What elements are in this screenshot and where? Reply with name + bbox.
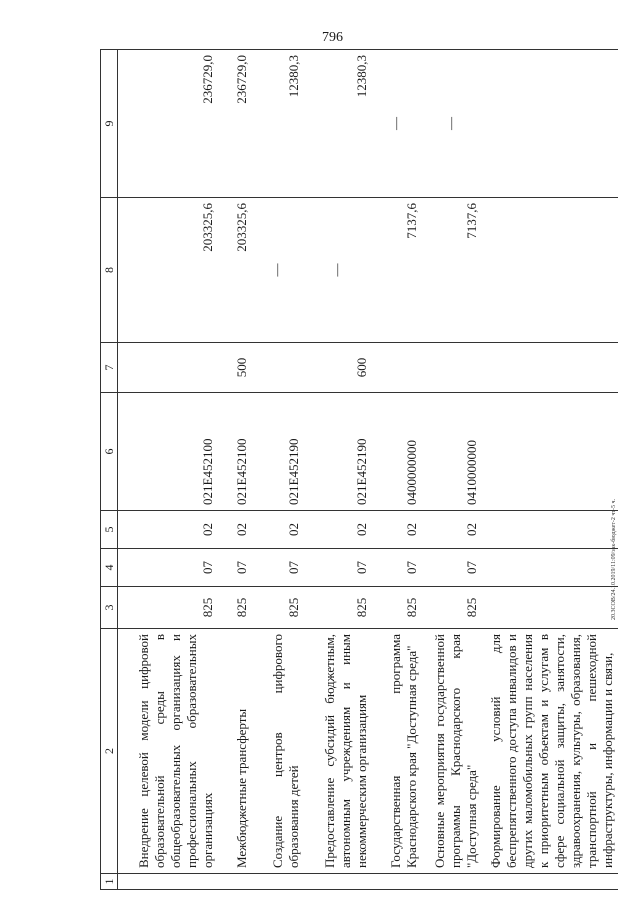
cell-ministry: 825 bbox=[372, 587, 422, 629]
cell-expense-type bbox=[372, 343, 422, 393]
cell-ministry: 825 bbox=[118, 587, 218, 629]
cell-section: 07 bbox=[218, 549, 252, 587]
cell-subsection: 02 bbox=[304, 511, 372, 549]
cell-target-code bbox=[482, 393, 618, 511]
col-header: 3 bbox=[101, 587, 118, 629]
cell-amount-2: — bbox=[372, 50, 422, 198]
cell-target-code: 0400000000 bbox=[372, 393, 422, 511]
cell-subsection: 02 bbox=[118, 511, 218, 549]
table-row bbox=[372, 50, 422, 890]
cell-section: 07 bbox=[304, 549, 372, 587]
cell-amount-2: — bbox=[422, 50, 482, 198]
cell-amount-1: 203325,6 bbox=[218, 198, 252, 343]
table-row bbox=[304, 50, 372, 890]
cell-amount-2 bbox=[482, 50, 618, 198]
cell-subsection: 02 bbox=[372, 511, 422, 549]
col-header: 7 bbox=[101, 343, 118, 393]
col-header: 2 bbox=[101, 629, 118, 874]
table-row bbox=[118, 50, 218, 890]
cell-target-code: 0410000000 bbox=[422, 393, 482, 511]
col-header: 4 bbox=[101, 549, 118, 587]
cell-target-code: 021E452190 bbox=[304, 393, 372, 511]
row-number-cell bbox=[372, 874, 422, 890]
row-name: Внедрение целевой модели цифровой образовательной среды в общеобразовательных организациях и профессиональных образовательных организациях bbox=[118, 629, 218, 874]
cell-expense-type: 500 bbox=[218, 343, 252, 393]
cell-amount-1: — bbox=[304, 198, 372, 343]
table-header-row bbox=[101, 50, 118, 890]
cell-amount-1: — bbox=[252, 198, 304, 343]
cell-amount-1 bbox=[482, 198, 618, 343]
cell-section: 07 bbox=[252, 549, 304, 587]
cell-section: 07 bbox=[422, 549, 482, 587]
row-name: Создание центров цифрового образования детей bbox=[252, 629, 304, 874]
col-header: 9 bbox=[101, 50, 118, 198]
col-header: 5 bbox=[101, 511, 118, 549]
row-number-cell bbox=[252, 874, 304, 890]
table-row bbox=[422, 50, 482, 890]
cell-amount-2: 12380,3 bbox=[252, 50, 304, 198]
row-name: Предоставление субсидий бюджетным, автономным учреждениям и иным некоммерческим организациям bbox=[304, 629, 372, 874]
cell-subsection: 02 bbox=[218, 511, 252, 549]
cell-target-code: 021E452190 bbox=[252, 393, 304, 511]
cell-ministry: 825 bbox=[218, 587, 252, 629]
row-number-cell bbox=[118, 874, 218, 890]
col-header: 8 bbox=[101, 198, 118, 343]
cell-section: 07 bbox=[118, 549, 218, 587]
row-number-cell bbox=[304, 874, 372, 890]
row-name: Формирование условий для беспрепятственного доступа инвалидов и других маломобильных групп населения к приоритетным объектам и услугам в сфере социальной защиты, занятости, здравоохранения, культуры, образования, транспортной и пешеходной инфраструктуры, информации и связи, bbox=[482, 629, 618, 874]
cell-ministry: 825 bbox=[252, 587, 304, 629]
cell-amount-2: 236729,0 bbox=[118, 50, 218, 198]
cell-target-code: 021E452100 bbox=[218, 393, 252, 511]
row-number-cell bbox=[218, 874, 252, 890]
cell-ministry: 825 bbox=[422, 587, 482, 629]
cell-ministry: 825 bbox=[304, 587, 372, 629]
cell-subsection: 02 bbox=[422, 511, 482, 549]
cell-expense-type bbox=[422, 343, 482, 393]
cell-amount-1: 7137,6 bbox=[422, 198, 482, 343]
cell-subsection: 02 bbox=[252, 511, 304, 549]
cell-expense-type bbox=[252, 343, 304, 393]
cell-section: 07 bbox=[372, 549, 422, 587]
col-header: 1 bbox=[101, 874, 118, 890]
cell-expense-type bbox=[482, 343, 618, 393]
row-name: Межбюджетные трансферты bbox=[218, 629, 252, 874]
cell-target-code: 021E452100 bbox=[118, 393, 218, 511]
cell-section bbox=[482, 549, 618, 587]
cell-amount-1: 203325,6 bbox=[118, 198, 218, 343]
cell-amount-1: 7137,6 bbox=[372, 198, 422, 343]
cell-amount-2: 12380,3 bbox=[304, 50, 372, 198]
cell-amount-2: 236729,0 bbox=[218, 50, 252, 198]
table-row bbox=[218, 50, 252, 890]
row-number-cell bbox=[482, 874, 618, 890]
table-row bbox=[252, 50, 304, 890]
cell-ministry bbox=[482, 587, 618, 629]
row-number-cell bbox=[422, 874, 482, 890]
row-name: Основные мероприятия государственной программы Краснодарского края "Доступная среда" bbox=[422, 629, 482, 874]
cell-subsection bbox=[482, 511, 618, 549]
cell-expense-type: 600 bbox=[304, 343, 372, 393]
page-number: 796 bbox=[322, 30, 343, 45]
cell-expense-type bbox=[118, 343, 218, 393]
document-footer-note: 20.3COB/24.10.2019/11:09/зак-бюджет-2 чт-5 ч. bbox=[611, 498, 617, 620]
col-header: 6 bbox=[101, 393, 118, 511]
table-row bbox=[482, 50, 618, 890]
row-name: Государственная программа Краснодарского края "Доступная среда" bbox=[372, 629, 422, 874]
budget-table bbox=[100, 49, 618, 890]
